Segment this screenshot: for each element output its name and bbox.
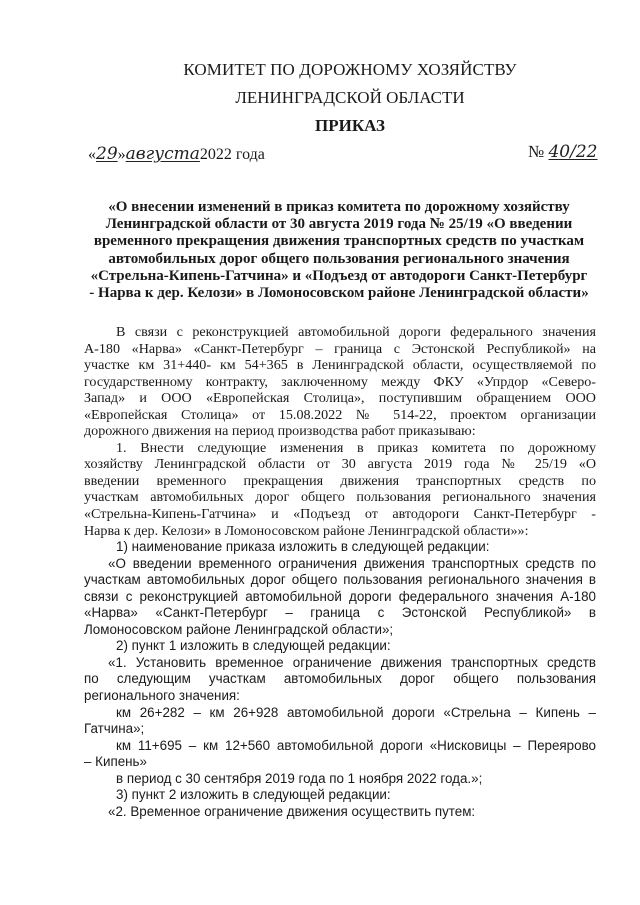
body-line: дорожного движения на период производства работ приказываю: bbox=[84, 423, 476, 440]
body-line: Запад» и ООО «Европейская Столица», поступившим обращением ООО bbox=[84, 390, 596, 407]
order-number bbox=[528, 142, 597, 162]
body-line: – Кипень» bbox=[84, 754, 147, 770]
body-line: А-180 «Нарва» «Санкт-Петербург – граница с Эстонской Республикой» на bbox=[84, 340, 596, 357]
body-line: 3) пункт 2 изложить в следующей редакции: bbox=[116, 787, 391, 803]
body-line: «1. Установить временное ограничение движения транспортных средств bbox=[108, 654, 596, 670]
date-month-handwritten: августа bbox=[125, 144, 200, 164]
body-line: «Стрельна-Кипень-Гатчина» и «Подъезд от автодороги Санкт-Петербург - bbox=[84, 506, 596, 523]
body-line: введении временного прекращения движения транспортных средств по bbox=[84, 472, 596, 489]
body-line: «О введении временного ограничения движения транспортных средств по bbox=[108, 555, 596, 571]
body-line: регионального значения: bbox=[84, 688, 240, 704]
title-line: Ленинградской области от 30 августа 2019 года № 25/19 «О введении bbox=[105, 216, 573, 233]
date-year: 2022 года bbox=[199, 146, 265, 163]
body-line: км 26+282 – км 26+928 автомобильной дороги «Стрельна – Кипень – bbox=[116, 704, 596, 720]
body-line: 1. Внести следующие изменения в приказ комитета по дорожному bbox=[116, 439, 596, 456]
body-line: Гатчина»; bbox=[84, 721, 145, 737]
body-line: государственному контракту, заключенному между ФКУ «Упрдор «Северо- bbox=[84, 373, 596, 390]
title-line: автомобильных дорог общего пользования регионального значения bbox=[108, 250, 570, 267]
region-name: ЛЕНИНГРАДСКОЙ ОБЛАСТИ bbox=[235, 88, 465, 107]
body-line: В связи с реконструкцией автомобильной дороги федерального значения bbox=[116, 324, 596, 340]
body-line: хозяйству Ленинградской области от 30 августа 2019 года № 25/19 «О bbox=[84, 456, 596, 473]
body-line: в период с 30 сентября 2019 года по 1 ноября 2022 года.»; bbox=[116, 770, 483, 786]
body-line: Ломоносовском районе Ленинградской области»; bbox=[84, 621, 394, 637]
title-line: «Стрельна-Кипень-Гатчина» и «Подъезд от автодороги Санкт-Петербург bbox=[90, 267, 588, 284]
order-title bbox=[88, 199, 590, 302]
body-line: «2. Временное ограничение движения осуществить путем: bbox=[108, 803, 476, 819]
title-line: «О внесении изменений в приказ комитета по дорожному хозяйству bbox=[108, 199, 570, 215]
title-line: временного прекращения движения транспортных средств по участкам bbox=[93, 233, 585, 250]
body-line: участке км 31+440- км 54+365 в Ленинградской области, осуществляемой по bbox=[84, 357, 596, 374]
order-date bbox=[88, 144, 265, 165]
order-body bbox=[84, 324, 596, 820]
body-line: км 11+695 – км 12+560 автомобильной дороги «Нисковицы – Переярово bbox=[116, 737, 596, 753]
date-day-handwritten: 29 bbox=[96, 144, 118, 164]
date-close-quote: » bbox=[117, 146, 126, 163]
body-line: участкам автомобильных дорог общего пользования регионального значения в bbox=[84, 572, 596, 588]
date-open-quote: « bbox=[88, 146, 96, 163]
body-line: по следующим участкам автомобильных дорог общего пользования bbox=[84, 671, 596, 687]
body-line: 2) пункт 1 изложить в следующей редакции: bbox=[116, 638, 391, 654]
committee-name: КОМИТЕТ ПО ДОРОЖНОМУ ХОЗЯЙСТВУ bbox=[183, 60, 517, 79]
body-line: «Нарва» «Санкт-Петербург – граница с Эстонской Республикой» в bbox=[84, 605, 596, 621]
order-number-handwritten: 40/22 bbox=[548, 142, 598, 162]
body-line: Нарва к дер. Келози» в Ломоносовском районе Ленинградской области»»: bbox=[84, 522, 529, 539]
body-line: связи с реконструкцией автомобильной дороги федерального значения А-180 bbox=[84, 588, 596, 604]
body-line: «Европейская Столица» от 15.08.2022 № 514-22, проектом организации bbox=[84, 406, 596, 423]
document-type: ПРИКАЗ bbox=[315, 116, 385, 135]
title-line: - Нарва к дер. Келози» в Ломоносовском районе Ленинградской области» bbox=[89, 285, 589, 302]
order-number-prefix: № bbox=[528, 142, 545, 161]
body-line: 1) наименование приказа изложить в следующей редакции: bbox=[116, 539, 490, 555]
body-line: участкам автомобильных дорог общего пользования регионального значения bbox=[84, 489, 596, 506]
